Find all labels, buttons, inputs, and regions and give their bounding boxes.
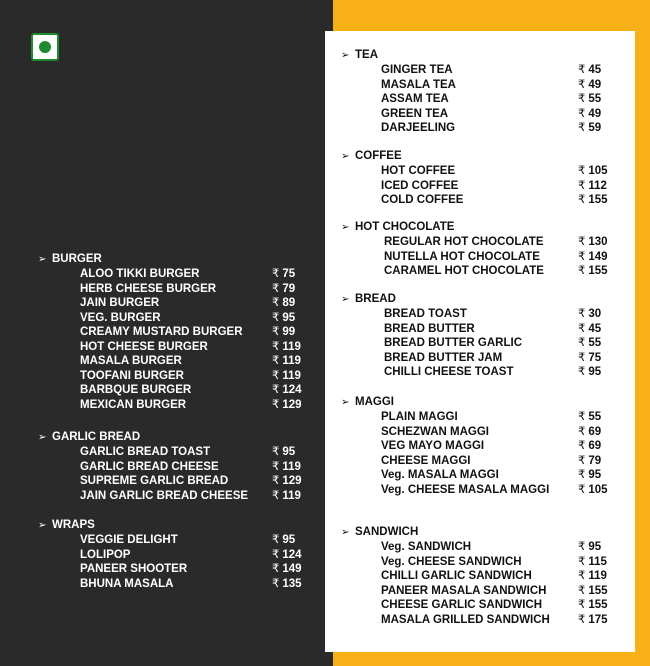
rupee-icon: ₹: [272, 398, 280, 411]
rupee-icon: ₹: [272, 563, 280, 575]
price-value: 115: [588, 555, 607, 568]
menu-item-name: MASALA GRILLED SANDWICH: [381, 613, 550, 626]
menu-item: [341, 425, 602, 440]
rupee-icon: ₹: [578, 78, 586, 91]
section-title: [341, 292, 396, 307]
arrow-bullet-icon: ➢: [38, 254, 47, 265]
menu-item-name: BREAD BUTTER: [384, 322, 475, 335]
rupee-icon: ₹: [578, 250, 586, 263]
menu-item-name: Veg. CHEESE MASALA MAGGI: [381, 483, 550, 496]
section-title-text: GARLIC BREAD: [52, 431, 141, 443]
menu-item: [341, 468, 602, 483]
price-value: 129: [282, 475, 302, 487]
menu-item-price: [578, 410, 601, 425]
rupee-icon: ₹: [578, 613, 586, 626]
price-value: 105: [588, 483, 608, 496]
rupee-icon: ₹: [578, 599, 586, 611]
section-title: [341, 395, 394, 410]
menu-item: [341, 598, 608, 613]
menu-item-name: JAIN GARLIC BREAD CHEESE: [80, 489, 249, 502]
rupee-icon: ₹: [578, 322, 586, 335]
menu-item-name: SCHEZWAN MAGGI: [381, 425, 489, 438]
menu-item: [38, 369, 301, 384]
menu-item-price: [272, 398, 302, 413]
arrow-bullet-icon: ➢: [341, 50, 350, 61]
menu-item: [38, 548, 302, 563]
section-title-text: TEA: [355, 49, 378, 61]
menu-item-name: COLD COFFEE: [381, 194, 464, 206]
section-title: [38, 518, 95, 533]
menu-item-price: [272, 474, 302, 489]
menu-item: [38, 445, 296, 460]
rupee-icon: ₹: [272, 460, 280, 473]
section-title: [38, 430, 140, 445]
menu-item: [38, 282, 296, 297]
menu-item: [341, 351, 602, 366]
price-value: 89: [282, 297, 296, 309]
rupee-icon: ₹: [578, 483, 586, 496]
menu-item-name: BREAD BUTTER JAM: [384, 351, 503, 364]
arrow-bullet-icon: ➢: [341, 151, 350, 162]
section-hot-chocolate: [341, 220, 608, 279]
menu-item-price: [272, 267, 295, 282]
menu-item-price: [272, 354, 301, 369]
menu-item-price: [578, 555, 607, 570]
menu-item-name: ICED COFFEE: [381, 179, 459, 192]
menu-item: [341, 107, 602, 122]
menu-item-name: GARLIC BREAD CHEESE: [80, 460, 219, 473]
price-value: 149: [588, 250, 608, 263]
rupee-icon: ₹: [578, 165, 586, 177]
menu-item: [38, 311, 296, 326]
price-value: 155: [588, 265, 608, 277]
price-value: 119: [282, 369, 301, 382]
section-title-text: WRAPS: [52, 519, 95, 531]
menu-item: [341, 78, 602, 93]
menu-item-price: [272, 489, 301, 504]
menu-item: [341, 569, 607, 584]
menu-item: [341, 235, 608, 250]
section-title: [341, 149, 402, 164]
menu-item: [38, 533, 296, 548]
price-value: 95: [282, 446, 296, 458]
menu-item-name: HOT COFFEE: [381, 165, 456, 177]
menu-item-price: [272, 296, 295, 311]
menu-item-price: [272, 533, 295, 548]
rupee-icon: ₹: [578, 469, 586, 481]
menu-item-price: [578, 193, 608, 208]
rupee-icon: ₹: [272, 326, 280, 338]
price-value: 69: [588, 440, 602, 452]
price-value: 95: [282, 311, 296, 324]
menu-item-price: [578, 613, 608, 628]
menu-item-price: [578, 365, 601, 380]
menu-item-price: [578, 439, 601, 454]
menu-item: [38, 398, 302, 413]
menu-item-name: GREEN TEA: [381, 107, 449, 120]
menu-item-price: [578, 107, 601, 122]
menu-item: [341, 483, 608, 498]
section-title-text: BURGER: [52, 253, 102, 265]
section-title-text: COFFEE: [355, 150, 402, 162]
menu-item-price: [578, 425, 601, 440]
menu-item-name: PANEER SHOOTER: [80, 563, 188, 575]
menu-item: [38, 267, 296, 282]
section-maggi: [341, 395, 608, 497]
menu-item: [341, 92, 602, 107]
menu-item-name: PLAIN MAGGI: [381, 411, 458, 423]
rupee-icon: ₹: [578, 425, 586, 438]
rupee-icon: ₹: [578, 64, 586, 76]
menu-item: [38, 296, 296, 311]
menu-item-price: [272, 460, 301, 475]
menu-item-name: Veg. MASALA MAGGI: [381, 469, 499, 481]
menu-item-name: MASALA BURGER: [80, 355, 182, 367]
menu-item-price: [578, 63, 601, 78]
rupee-icon: ₹: [272, 268, 280, 280]
rupee-icon: ₹: [578, 366, 586, 378]
menu-item-name: VEG. BURGER: [80, 311, 161, 324]
menu-item-name: TOOFANI BURGER: [80, 369, 184, 382]
price-value: 59: [588, 122, 602, 134]
menu-item-name: PANEER MASALA SANDWICH: [381, 584, 547, 597]
rupee-icon: ₹: [578, 337, 586, 349]
menu-item-name: CREAMY MUSTARD BURGER: [80, 326, 243, 338]
menu-item: [341, 121, 602, 136]
menu-item: [38, 460, 301, 475]
rupee-icon: ₹: [272, 297, 280, 309]
price-value: 119: [588, 570, 607, 582]
menu-item-name: HERB CHEESE BURGER: [80, 282, 217, 295]
menu-item-price: [578, 351, 601, 366]
menu-item-price: [578, 264, 608, 279]
menu-item-name: SUPREME GARLIC BREAD: [80, 475, 229, 487]
menu-item-name: Veg. CHEESE SANDWICH: [381, 555, 522, 568]
rupee-icon: ₹: [578, 93, 586, 105]
menu-item-price: [272, 445, 295, 460]
section-burger: [38, 252, 302, 412]
section-title-text: HOT CHOCOLATE: [355, 221, 455, 233]
rupee-icon: ₹: [578, 308, 586, 320]
rupee-icon: ₹: [578, 584, 586, 597]
menu-item-price: [578, 78, 601, 93]
menu-item: [341, 264, 608, 279]
price-value: 119: [282, 355, 301, 367]
menu-item-price: [272, 383, 302, 398]
menu-item-price: [272, 325, 295, 340]
rupee-icon: ₹: [578, 454, 586, 467]
rupee-icon: ₹: [578, 440, 586, 452]
price-value: 30: [588, 308, 602, 320]
rupee-icon: ₹: [578, 122, 586, 134]
menu-item: [341, 365, 602, 380]
menu-item: [341, 555, 607, 570]
menu-item-name: MEXICAN BURGER: [80, 398, 187, 411]
price-value: 79: [282, 282, 296, 295]
price-value: 55: [588, 93, 602, 105]
section-title: [341, 220, 454, 235]
price-value: 55: [588, 337, 602, 349]
menu-item-price: [578, 307, 601, 322]
price-value: 95: [282, 534, 296, 546]
section-title: [341, 48, 378, 63]
price-value: 135: [282, 577, 302, 590]
rupee-icon: ₹: [578, 107, 586, 120]
rupee-icon: ₹: [578, 194, 586, 206]
menu-item: [38, 383, 302, 398]
menu-item-price: [578, 483, 608, 498]
menu-item-price: [578, 540, 601, 555]
price-value: 124: [282, 548, 302, 561]
price-value: 155: [588, 599, 608, 611]
menu-item: [341, 410, 602, 425]
section-garlic-bread: [38, 430, 302, 503]
rupee-icon: ₹: [578, 265, 586, 277]
price-value: 130: [588, 236, 608, 248]
menu-item-name: DARJEELING: [381, 122, 456, 134]
price-value: 95: [588, 366, 602, 378]
menu-item-name: BREAD TOAST: [384, 308, 467, 320]
rupee-icon: ₹: [272, 355, 280, 367]
section-title-text: MAGGI: [355, 396, 394, 408]
menu-item-price: [578, 164, 608, 179]
menu-item-price: [272, 340, 301, 355]
menu-item: [38, 325, 296, 340]
section-bread: [341, 292, 602, 380]
menu-item-name: CHEESE GARLIC SANDWICH: [381, 599, 543, 611]
menu-item: [38, 489, 301, 504]
rupee-icon: ₹: [578, 351, 586, 364]
menu-item: [341, 322, 602, 337]
section-title-text: BREAD: [355, 293, 396, 305]
menu-item-name: VEG MAYO MAGGI: [381, 440, 485, 452]
rupee-icon: ₹: [272, 548, 280, 561]
rupee-icon: ₹: [578, 236, 586, 248]
section-title: [341, 525, 418, 540]
menu-item-name: JAIN BURGER: [80, 297, 160, 309]
section-title-text: SANDWICH: [355, 526, 419, 538]
rupee-icon: ₹: [272, 384, 280, 396]
menu-item-price: [578, 598, 608, 613]
rupee-icon: ₹: [272, 446, 280, 458]
menu-item-price: [578, 121, 601, 136]
menu-item: [341, 584, 608, 599]
menu-item: [341, 63, 602, 78]
rupee-icon: ₹: [578, 179, 586, 192]
rupee-icon: ₹: [272, 340, 280, 353]
rupee-icon: ₹: [578, 555, 586, 568]
rupee-icon: ₹: [272, 489, 280, 502]
menu-item-price: [578, 336, 601, 351]
rupee-icon: ₹: [272, 475, 280, 487]
menu-item: [341, 193, 608, 208]
rupee-icon: ₹: [272, 369, 280, 382]
price-value: 49: [588, 107, 602, 120]
menu-item-name: CHILLI CHEESE TOAST: [384, 366, 514, 378]
menu-item: [38, 577, 302, 592]
menu-item-name: ALOO TIKKI BURGER: [80, 268, 200, 280]
price-value: 75: [588, 351, 602, 364]
menu-item: [38, 562, 302, 577]
menu-item-price: [578, 454, 601, 469]
menu-item: [341, 540, 602, 555]
menu-item-name: CARAMEL HOT CHOCOLATE: [384, 265, 544, 277]
price-value: 119: [282, 460, 301, 473]
menu-item-price: [272, 282, 295, 297]
menu-item: [341, 439, 602, 454]
menu-item-price: [578, 179, 607, 194]
price-value: 112: [588, 179, 607, 192]
arrow-bullet-icon: ➢: [38, 432, 47, 443]
menu-item-name: BHUNA MASALA: [80, 577, 174, 590]
price-value: 45: [588, 322, 602, 335]
menu-item-name: NUTELLA HOT CHOCOLATE: [384, 250, 540, 263]
menu-item-price: [578, 569, 607, 584]
price-value: 119: [282, 340, 301, 353]
menu-item-price: [272, 562, 302, 577]
menu-item: [341, 454, 602, 469]
rupee-icon: ₹: [272, 534, 280, 546]
menu-item-name: HOT CHEESE BURGER: [80, 340, 208, 353]
price-value: 129: [282, 398, 302, 411]
menu-item-price: [578, 468, 601, 483]
arrow-bullet-icon: ➢: [341, 397, 350, 408]
rupee-icon: ₹: [272, 577, 280, 590]
menu-item: [341, 613, 608, 628]
menu-item-name: ASSAM TEA: [381, 93, 449, 105]
rupee-icon: ₹: [578, 541, 586, 553]
menu-item-name: VEGGIE DELIGHT: [80, 534, 178, 546]
price-value: 69: [588, 425, 602, 438]
price-value: 149: [282, 563, 302, 575]
menu-item-price: [272, 577, 302, 592]
price-value: 49: [588, 78, 602, 91]
menu-item-name: GINGER TEA: [381, 64, 453, 76]
price-value: 95: [588, 541, 602, 553]
section-title: [38, 252, 102, 267]
menu-item-name: BREAD BUTTER GARLIC: [384, 337, 522, 349]
price-value: 119: [282, 489, 301, 502]
menu-item-price: [272, 548, 302, 563]
menu-item: [38, 354, 301, 369]
arrow-bullet-icon: ➢: [341, 222, 350, 233]
section-tea: [341, 48, 602, 136]
price-value: 55: [588, 411, 602, 423]
menu-item-price: [578, 322, 601, 337]
menu-item-price: [272, 311, 295, 326]
price-value: 79: [588, 454, 602, 467]
menu-item: [38, 340, 301, 355]
arrow-bullet-icon: ➢: [38, 520, 47, 531]
price-value: 105: [588, 165, 608, 177]
section-sandwich: [341, 525, 608, 627]
arrow-bullet-icon: ➢: [341, 294, 350, 305]
menu-item-price: [272, 369, 301, 384]
menu-item-price: [578, 235, 608, 250]
menu-item-name: MASALA TEA: [381, 78, 456, 91]
menu-item-name: BARBQUE BURGER: [80, 384, 192, 396]
menu-item: [38, 474, 302, 489]
menu-item-name: REGULAR HOT CHOCOLATE: [384, 236, 544, 248]
price-value: 155: [588, 194, 608, 206]
price-value: 155: [588, 584, 608, 597]
price-value: 124: [282, 384, 302, 396]
menu-item: [341, 307, 602, 322]
menu-item: [341, 250, 608, 265]
price-value: 99: [282, 326, 296, 338]
section-wraps: [38, 518, 302, 591]
rupee-icon: ₹: [578, 411, 586, 423]
rupee-icon: ₹: [578, 570, 586, 582]
price-value: 75: [282, 268, 296, 280]
veg-symbol-icon: [31, 33, 59, 61]
rupee-icon: ₹: [272, 282, 280, 295]
menu-item: [341, 179, 607, 194]
arrow-bullet-icon: ➢: [341, 527, 350, 538]
section-coffee: [341, 149, 608, 208]
menu-item-price: [578, 584, 608, 599]
menu-item-name: GARLIC BREAD TOAST: [80, 446, 211, 458]
price-value: 95: [588, 469, 602, 481]
menu-item-name: LOLIPOP: [80, 548, 131, 561]
menu-item: [341, 164, 608, 179]
menu-item-price: [578, 250, 608, 265]
menu-item: [341, 336, 602, 351]
rupee-icon: ₹: [272, 311, 280, 324]
menu-item-name: CHEESE MAGGI: [381, 454, 471, 467]
price-value: 175: [588, 613, 608, 626]
price-value: 45: [588, 64, 602, 76]
menu-item-name: CHILLI GARLIC SANDWICH: [381, 570, 532, 582]
menu-item-price: [578, 92, 601, 107]
menu-item-name: Veg. SANDWICH: [381, 541, 472, 553]
